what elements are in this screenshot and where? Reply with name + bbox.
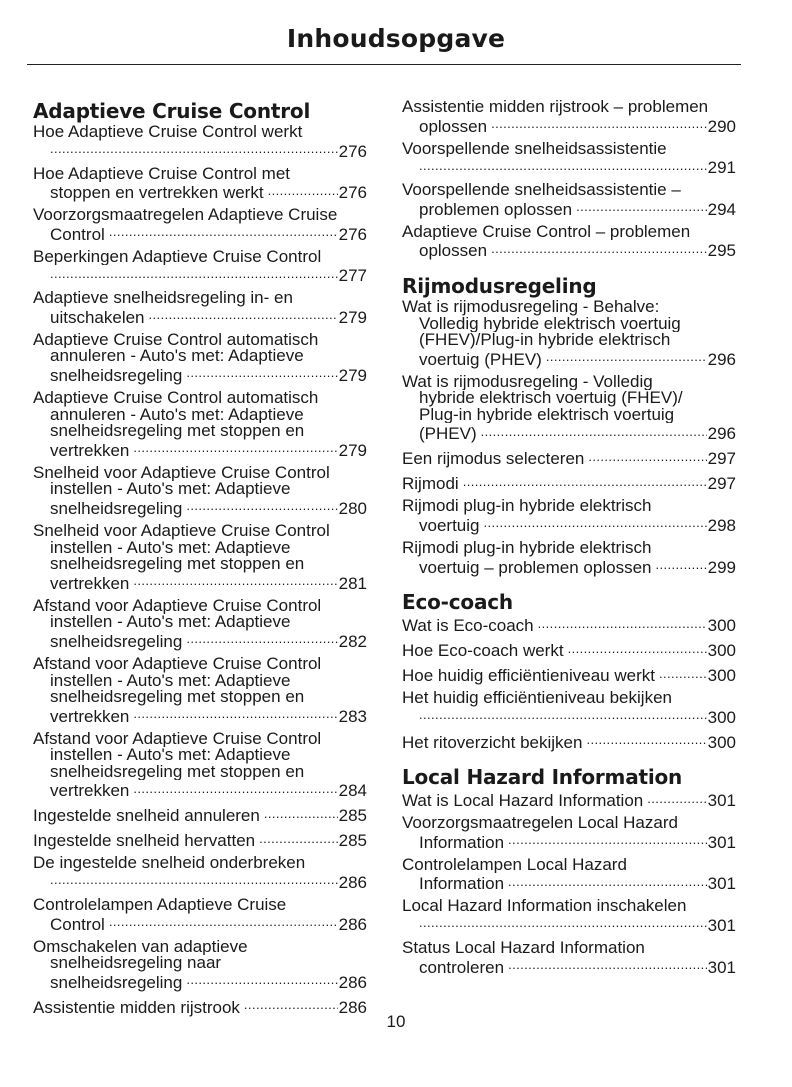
dot-leader [264,805,338,821]
dot-leader [186,365,337,381]
toc-page-number: 301 [707,874,736,894]
toc-entry[interactable] [33,939,367,992]
dot-leader [186,498,337,514]
toc-leader-row [402,116,736,136]
toc-entry-text: Adaptieve Cruise Control – problemen [402,223,691,241]
toc-entry-text: annuleren - Auto's met: Adaptieve [50,348,304,366]
toc-entry-text: (FHEV)/Plug-in hybride elektrisch [419,332,671,349]
toc-entry[interactable] [402,665,736,685]
toc-leader-row [402,665,736,685]
dot-leader [50,141,338,157]
toc-entry-text: snelheidsregeling [50,972,183,992]
toc-entry[interactable] [33,207,367,243]
dot-leader [149,307,338,323]
toc-entry-text: Hoe Adaptieve Cruise Control werkt [33,124,303,141]
toc-leader-row [33,706,367,726]
toc-page-number: 276 [338,183,367,203]
toc-entry-list [402,299,736,576]
toc-entry-text: snelheidsregeling met stoppen en [50,689,305,706]
toc-entry[interactable] [402,615,736,635]
toc-entry[interactable] [402,99,736,135]
dot-leader [259,830,338,846]
toc-page-number: 283 [338,706,367,726]
toc-entry-text: (PHEV) [419,424,477,444]
toc-entry[interactable] [402,898,736,934]
dot-leader [508,832,707,848]
toc-entry[interactable] [402,690,736,726]
toc-leader-row [402,732,736,752]
toc-page-number: 280 [338,499,367,519]
toc-entry[interactable] [33,465,367,518]
toc-entry[interactable] [402,732,736,752]
toc-leader-row [402,473,736,493]
toc-leader-row [33,224,367,244]
toc-entry-text: Omschakelen van adaptieve [33,938,248,956]
toc-entry-text: instellen - Auto's met: Adaptieve [50,614,291,631]
toc-leader-row [33,141,367,161]
dot-leader [268,182,338,198]
dot-leader [109,224,338,240]
toc-entry-text: Afstand voor Adaptieve Cruise Control [33,597,322,615]
toc-entry-text: Voorzorgsmaatregelen Adaptieve Cruise [33,207,338,224]
toc-entry[interactable] [402,299,736,368]
section-heading: Adaptieve Cruise Control [33,99,311,123]
toc-entry-text: snelheidsregeling met stoppen en [50,423,305,440]
toc-entry[interactable] [402,790,736,810]
toc-entry-text: Hoe Eco-coach werkt [402,641,564,661]
dot-leader [133,780,337,796]
toc-entry-text: Adaptieve Cruise Control automatisch [33,331,319,349]
toc-page-number: 299 [707,557,736,577]
toc-leader-row [33,365,367,385]
toc-page-number: 281 [338,573,367,593]
toc-page-number: 276 [338,224,367,244]
page-title: Inhoudsopgave [286,24,506,53]
toc-leader-row [33,780,367,800]
toc-entry[interactable] [33,830,367,850]
toc-entry[interactable] [402,374,736,443]
toc-entry[interactable] [33,805,367,825]
toc-page-number: 297 [707,449,736,469]
dot-leader [481,423,707,439]
title-divider [27,64,741,65]
toc-page-number: 301 [707,832,736,852]
toc-entry[interactable] [402,473,736,493]
toc-entry-text: Rijmodi plug-in hybride elektrisch [402,540,652,557]
toc-entry-text: Wat is Eco-coach [402,616,534,636]
toc-leader-row [402,707,736,727]
toc-entry[interactable] [33,124,367,160]
toc-page-number: 296 [707,424,736,444]
toc-entry-text: oplossen [419,241,488,261]
toc-entry-text: Adaptieve snelheidsregeling in- en [33,290,293,307]
dot-leader [133,573,337,589]
toc-entry-text: Information [419,874,505,894]
toc-page-number: 297 [707,474,736,494]
toc-entry-text: stoppen en vertrekken werkt [50,183,264,203]
toc-leader-row [402,915,736,935]
toc-page-number: 301 [707,916,736,936]
dot-leader [244,997,338,1013]
toc-entry-text: Volledig hybride elektrisch voertuig [419,315,681,333]
toc-entry-text: Assistentie midden rijstrook – problemen [402,99,709,116]
toc-leader-row [402,557,736,577]
toc-entry[interactable] [33,332,367,385]
toc-page-number: 301 [707,957,736,977]
toc-leader-row [33,440,367,460]
toc-entry-text: snelheidsregeling [50,366,183,386]
toc-page-number: 282 [338,631,367,651]
toc-entry-text: vertrekken [50,573,130,593]
section-heading: Local Hazard Information [402,765,683,790]
toc-entry-list [402,790,736,976]
dot-leader [491,240,707,256]
toc-entry-text: Ingestelde snelheid annuleren [33,806,260,826]
toc-page-number: 276 [338,141,367,161]
toc-leader-row [402,873,736,893]
toc-entry-text: Voorzorgsmaatregelen Local Hazard [402,815,678,832]
toc-entry-text: Voorspellende snelheidsassistentie [402,140,667,158]
toc-entry-text: Voorspellende snelheidsassistentie – [402,182,681,199]
toc-entry-text: Hoe Adaptieve Cruise Control met [33,165,291,183]
section-heading: Eco-coach [402,590,513,615]
toc-page-number: 290 [707,116,736,136]
toc-leader-row [402,157,736,177]
toc-entry[interactable] [402,857,736,893]
toc-entry-text: Snelheid voor Adaptieve Cruise Control [33,523,330,540]
toc-left-column [33,98,367,1022]
dot-leader [133,706,337,722]
toc-page-number: 279 [338,440,367,460]
toc-entry-text: Het ritoverzicht bekijken [402,732,583,752]
dot-leader [186,972,337,988]
dot-leader [186,631,337,647]
dot-leader [508,957,707,973]
toc-entry[interactable] [33,290,367,326]
toc-entry-text: snelheidsregeling met stoppen en [50,556,305,573]
toc-page-number: 286 [338,914,367,934]
toc-entry-text: instellen - Auto's met: Adaptieve [50,672,291,690]
dot-leader [655,557,706,573]
dot-leader [133,440,337,456]
toc-leader-row [33,872,367,892]
toc-entry-text: Wat is Local Hazard Information [402,791,644,811]
toc-page-number: 286 [338,972,367,992]
toc-leader-row [33,805,367,825]
toc-entry-text: Status Local Hazard Information [402,940,645,957]
toc-page-number: 294 [707,199,736,219]
toc-entry-text: Control [50,914,105,934]
toc-page-number: 291 [707,158,736,178]
toc-entry-text: instellen - Auto's met: Adaptieve [50,481,291,499]
toc-entry-text: Information [419,832,505,852]
toc-page-number: 300 [707,616,736,636]
toc-entry-text: voertuig [419,516,480,536]
toc-entry[interactable] [33,855,367,891]
toc-leader-row [402,515,736,535]
dot-leader [568,640,707,656]
toc-page-number: 279 [338,307,367,327]
toc-entry-text: controleren [419,957,505,977]
dot-leader [546,349,707,365]
section-heading: Rijmodusregeling [402,273,597,298]
dot-leader [50,265,338,281]
toc-entry-text: Het huidig efficiëntieniveau bekijken [402,690,672,707]
toc-entry[interactable] [402,640,736,660]
toc-entry[interactable] [402,182,736,218]
toc-leader-row [402,957,736,977]
toc-page-number: 295 [707,241,736,261]
dot-leader [109,914,338,930]
toc-entry-text: annuleren - Auto's met: Adaptieve [50,406,304,424]
toc-entry[interactable] [33,249,367,285]
toc-entry-text: oplossen [419,116,488,136]
toc-entry[interactable] [402,224,736,260]
dot-leader [419,707,707,723]
toc-leader-row [402,423,736,443]
toc-entry-text: Snelheid voor Adaptieve Cruise Control [33,464,330,482]
toc-entry[interactable] [33,523,367,592]
toc-entry[interactable] [33,166,367,202]
toc-page-number: 277 [338,266,367,286]
page-number: 10 [386,1012,406,1031]
toc-page-number: 300 [707,641,736,661]
toc-entry-text: instellen - Auto's met: Adaptieve [50,539,291,557]
dot-leader [419,157,707,173]
toc-entry[interactable] [402,141,736,177]
toc-leader-row [402,790,736,810]
dot-leader [538,615,707,631]
toc-page-number: 279 [338,366,367,386]
toc-entry-text: snelheidsregeling met stoppen en [50,763,305,781]
toc-entry-text: voertuig – problemen oplossen [419,557,652,577]
dot-leader [463,473,707,489]
toc-entry-text: Rijmodi plug-in hybride elektrisch [402,498,652,516]
toc-page-number: 300 [707,707,736,727]
toc-entry-text: Beperkingen Adaptieve Cruise Control [33,248,322,266]
toc-leader-row [402,448,736,468]
toc-entry[interactable] [33,731,367,800]
toc-page-number: 284 [338,781,367,801]
toc-entry-text: vertrekken [50,706,130,726]
dot-leader [483,515,706,531]
toc-leader-row [33,265,367,285]
toc-leader-row [402,199,736,219]
toc-entry-text: Afstand voor Adaptieve Cruise Control [33,655,322,673]
toc-entry-text: snelheidsregeling [50,631,183,651]
toc-page-number: 285 [338,806,367,826]
dot-leader [508,873,707,889]
toc-page-number: 286 [338,873,367,893]
toc-page-number: 300 [707,732,736,752]
toc-right-column [402,99,736,982]
toc-entry-text: Control [50,224,105,244]
toc-entry[interactable] [402,940,736,976]
toc-entry[interactable] [33,390,367,459]
toc-leader-row [402,240,736,260]
toc-entry-text: snelheidsregeling [50,499,183,519]
toc-entry-text: uitschakelen [50,307,145,327]
dot-leader [576,199,707,215]
toc-entry-text: Assistentie midden rijstrook [33,997,240,1017]
dot-leader [647,790,706,806]
toc-leader-row [402,832,736,852]
toc-entry-text: Adaptieve Cruise Control automatisch [33,390,319,407]
toc-sections [402,273,736,976]
dot-leader [659,665,707,681]
toc-entry-text: voertuig (PHEV) [419,349,542,369]
toc-entry-text: Controlelampen Local Hazard [402,856,627,874]
toc-leader-row [33,498,367,518]
toc-entry-text: Wat is rijmodusregeling - Volledig [402,373,653,391]
toc-page-number: 286 [338,997,367,1017]
toc-entry-text: Wat is rijmodusregeling - Behalve: [402,298,660,316]
toc-page-number: 298 [707,516,736,536]
toc-entry-text: De ingestelde snelheid onderbreken [33,855,306,873]
toc-leader-row [33,631,367,651]
toc-leader-row [33,914,367,934]
dot-leader [50,872,338,888]
dot-leader [586,732,706,748]
toc-entry[interactable] [33,598,367,651]
toc-entry-list [402,615,736,751]
toc-entry[interactable] [402,448,736,468]
toc-entry[interactable] [33,656,367,725]
toc-entry-list [33,124,367,1016]
toc-entry-text: Een rijmodus selecteren [402,449,585,469]
toc-leader-row [402,349,736,369]
toc-leader-row [33,830,367,850]
toc-entry[interactable] [33,897,367,933]
toc-entry-text: vertrekken [50,781,130,801]
toc-entry-text: instellen - Auto's met: Adaptieve [50,747,291,764]
dot-leader [588,448,706,464]
toc-entry[interactable] [402,498,736,534]
toc-entry-text: Afstand voor Adaptieve Cruise Control [33,730,322,748]
toc-page-number: 300 [707,666,736,686]
toc-leader-row [33,307,367,327]
toc-leader-row [33,972,367,992]
toc-entry-text: Controlelampen Adaptieve Cruise [33,897,287,914]
toc-entry-text: Plug-in hybride elektrisch voertuig [419,406,675,424]
toc-entry[interactable] [402,540,736,576]
toc-entry-text: Rijmodi [402,474,459,494]
toc-entry-text: hybride elektrisch voertuig (FHEV)/ [419,390,683,407]
toc-entry-text: Ingestelde snelheid hervatten [33,831,256,851]
toc-entry-text: Local Hazard Information inschakelen [402,898,687,916]
toc-entry-text: Hoe huidig efficiëntieniveau werkt [402,666,655,686]
toc-page-number: 301 [707,791,736,811]
toc-entry-text: snelheidsregeling naar [50,955,222,972]
toc-entry[interactable] [402,815,736,851]
dot-leader [491,116,707,132]
toc-entry-list [402,99,736,260]
toc-page-number: 285 [338,831,367,851]
toc-entry-text: vertrekken [50,440,130,460]
dot-leader [419,915,707,931]
toc-leader-row [402,615,736,635]
toc-entry-text: problemen oplossen [419,199,573,219]
toc-page-number: 296 [707,349,736,369]
toc-leader-row [402,640,736,660]
toc-leader-row [33,182,367,202]
toc-leader-row [33,573,367,593]
